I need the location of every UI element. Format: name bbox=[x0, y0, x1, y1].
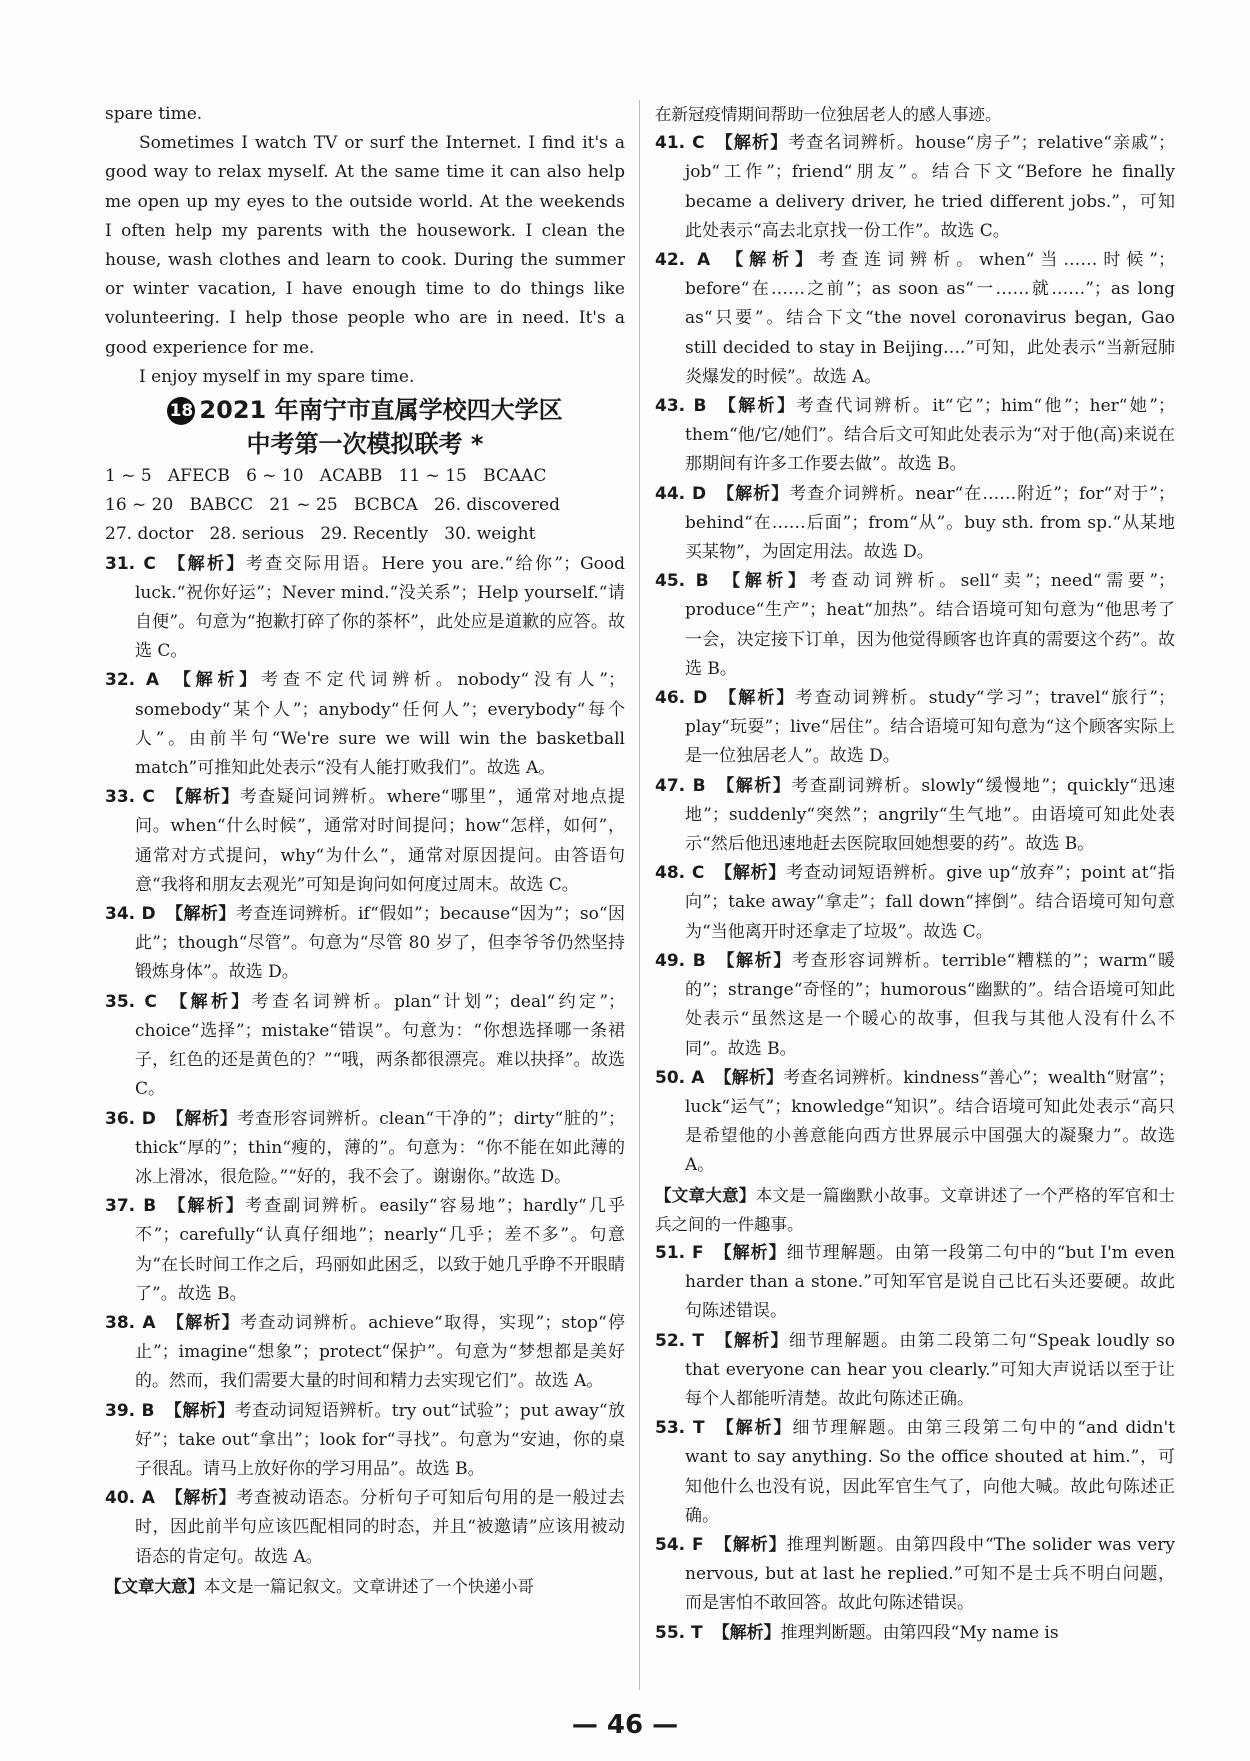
section-number-badge: 18 bbox=[167, 397, 195, 425]
explanation-item bbox=[105, 900, 625, 988]
item-text: 考查连词辨析。when“当……时候”；before“在……之前”；as soon as“一……就……”；as long as“只要”。结合下文“the novel coronavirus began, Gao still decided to stay in Beijing….”可知，此处表示“当新冠肺炎爆发的时候”。故选 A。 bbox=[685, 250, 1176, 387]
item-number: 51. F bbox=[655, 1242, 704, 1263]
item-number: 36. D bbox=[105, 1108, 156, 1129]
right-explanations bbox=[655, 129, 1175, 1180]
analysis-tag: 【解析】 bbox=[715, 950, 793, 971]
analysis-tag: 【解析】 bbox=[713, 1242, 787, 1263]
left-explanations bbox=[105, 550, 625, 1572]
item-number: 41. C bbox=[655, 133, 705, 154]
item-text: 考查被动语态。分析句子可知后句用的是一般过去时，因此前半句应该匹配相同的时态，并且“被邀请”应该用被动语态的肯定句。故选 A。 bbox=[135, 1488, 625, 1567]
item-text: 考查副词辨析。slowly“缓慢地”；quickly“迅速地”；suddenly“突然”；angrily“生气地”。由语境可知此处表示“然后他迅速地赶去医院取回她想要的药”。故选 B。 bbox=[685, 775, 1175, 855]
answer-keys bbox=[105, 462, 625, 550]
analysis-tag: 【解析】 bbox=[714, 1330, 790, 1351]
analysis-tag: 【解析】 bbox=[716, 396, 797, 417]
right-explanations-2 bbox=[655, 1239, 1175, 1648]
analysis-tag: 【解析】 bbox=[164, 1488, 237, 1509]
item-number: 40. A bbox=[105, 1488, 155, 1509]
item-number: 45. B bbox=[655, 571, 709, 592]
analysis-tag: 【解析】 bbox=[166, 1196, 246, 1217]
item-number: 43. B bbox=[655, 396, 707, 417]
intro-paragraph: Sometimes I watch TV or surf the Internet. I find it's a good way to relax myself. At the same time it can also help me open up my eyes to the outside world. At the weekends I often help my parents with the housework. I clean the house, wash clothes and learn to cook. During the summer or winter vacation, I have enough time to do things like volunteering. I help those people who are in need. It's a good experience for me. bbox=[105, 133, 625, 358]
explanation-item bbox=[655, 1619, 1175, 1648]
item-number: 54. F bbox=[655, 1534, 704, 1555]
explanation-item bbox=[655, 1414, 1175, 1531]
item-text: 考查名词辨析。house“房子”；relative“亲戚”；job“工作”；friend“朋友”。结合下文“Before he finally became a delivery driver, he tried different jobs.”，可知此处表示“高去北京找一份工作”。故选 C。 bbox=[685, 133, 1176, 241]
explanation-item bbox=[655, 1064, 1175, 1181]
section-title-line-2: 中考第一次模拟联考 * bbox=[246, 430, 484, 459]
item-text: 考查形容词辨析。clean“干净的”；dirty“脏的”；thick“厚的”；thin“瘦的，薄的”。句意为：“你不能在如此薄的冰上滑冰，很危险。”“好的，我不会了。谢谢你。”故选 D。 bbox=[135, 1108, 625, 1187]
analysis-tag: 【解析】 bbox=[165, 904, 236, 925]
analysis-tag: 【解析】 bbox=[716, 483, 790, 504]
item-text: 细节理解题。由第一段第二句中的“but I'm even harder than a stone.”可知军官是说自己比石头还要硬。故此句陈述错误。 bbox=[685, 1242, 1175, 1322]
intro-closing: I enjoy myself in my spare time. bbox=[139, 366, 415, 387]
item-text: 考查代词辨析。it“它”；him“他”；her“她”；them“他/它/她们”。结合后文可知此处表示为“对于他(高)来说在那期间有许多工作要去做”。故选 B。 bbox=[685, 396, 1176, 475]
explanation-item bbox=[105, 783, 625, 900]
item-number: 33. C bbox=[105, 787, 155, 808]
item-text: 考查交际用语。Here you are.“给你”；Good luck.“祝你好运”；Never mind.“没关系”；Help yourself.“请自便”。句意为“抱歉打碎了你的茶杯”，此处应是道歉的应答。故选 C。 bbox=[135, 553, 625, 662]
summary-label: 【文章大意】 bbox=[105, 1576, 204, 1596]
item-number: 31. C bbox=[105, 553, 156, 574]
explanation-item bbox=[655, 392, 1175, 480]
explanation-item bbox=[655, 684, 1175, 772]
explanation-item bbox=[105, 1309, 625, 1397]
answer-key-row: 27. doctor 28. serious 29. Recently 30. weight bbox=[105, 524, 536, 545]
explanation-item bbox=[655, 1239, 1175, 1327]
analysis-tag: 【解析】 bbox=[714, 1067, 784, 1088]
intro-line: spare time. bbox=[105, 104, 203, 124]
left-column bbox=[105, 100, 625, 1601]
answer-key-row: 1 ~ 5 AFECB 6 ~ 10 ACABB 11 ~ 15 BCAAC bbox=[105, 466, 547, 487]
item-text: 考查疑问词辨析。where“哪里”，通常对地点提问。when“什么时候”，通常对时间提问；how“怎样，如何”，通常对方式提问，why“为什么”，通常对原因提问。由答语句意“我将和朋友去观光”可知是询问如何度过周末。故选 C。 bbox=[135, 787, 625, 895]
explanation-item bbox=[105, 1192, 625, 1309]
analysis-tag: 【解析】 bbox=[715, 775, 792, 796]
explanation-item bbox=[655, 567, 1175, 684]
item-number: 39. B bbox=[105, 1400, 155, 1421]
item-text: 考查介词辨析。near“在……附近”；for“对于”；behind“在……后面”；from“从”。buy sth. from sp.“从某地买某物”，为固定用法。故选 D。 bbox=[685, 483, 1176, 563]
summary-paragraph bbox=[105, 1572, 625, 1601]
summary-paragraph-2 bbox=[655, 1181, 1175, 1239]
item-text: 推理判断题。由第四段“My name is bbox=[780, 1622, 1059, 1643]
analysis-tag: 【解析】 bbox=[714, 133, 789, 154]
item-number: 44. D bbox=[655, 483, 707, 504]
item-text: 考查不定代词辨析。nobody“没有人”；somebody“某个人”；anybody“任何人”；everybody“每个人”。由前半句“We're sure we will win the basketball match”可推知此处表示“没有人能打败我们”。故选 A。 bbox=[135, 670, 625, 779]
analysis-tag: 【解析】 bbox=[164, 787, 240, 808]
item-text: 考查连词辨析。if“假如”；because“因为”；so“因此”；though“尽管”。句意为“尽管 80 岁了，但李爷爷仍然坚持锻炼身体”。故选 D。 bbox=[135, 904, 625, 983]
analysis-tag: 【解析】 bbox=[165, 553, 246, 574]
item-number: 47. B bbox=[655, 775, 706, 796]
explanation-item bbox=[655, 246, 1175, 392]
explanation-item bbox=[105, 1105, 625, 1193]
summary-label-2: 【文章大意】 bbox=[655, 1185, 756, 1205]
item-number: 53. T bbox=[655, 1418, 705, 1439]
analysis-tag: 【解析】 bbox=[164, 1400, 235, 1421]
explanation-item bbox=[105, 988, 625, 1105]
item-text: 考查形容词辨析。terrible“糟糕的”；warm“暖的”；strange“奇怪的”；humorous“幽默的”。结合语境可知此处表示“虽然这是一个暖心的故事，但我与其他人没有什么不同”。故选 B。 bbox=[685, 950, 1176, 1059]
right-column bbox=[655, 100, 1175, 1648]
section-heading bbox=[105, 394, 625, 426]
item-text: 考查动词辨析。sell“卖”；need“需要”；produce“生产”；heat“加热”。结合语境可知句意为“他思考了一会，决定接下订单，因为他觉得顾客也许真的需要这个药”。故选 B。 bbox=[685, 571, 1176, 679]
item-number: 55. T bbox=[655, 1622, 703, 1643]
explanation-item bbox=[655, 947, 1175, 1064]
explanation-item bbox=[655, 480, 1175, 568]
explanation-item bbox=[105, 1484, 625, 1572]
item-text: 考查名词辨析。plan“计划”；deal“约定”；choice“选择”；mistake“错误”。句意为：“你想选择哪一条裙子，红色的还是黄色的？”“哦，两条都很漂亮。难以抉择”。故选 C。 bbox=[135, 991, 626, 1100]
analysis-tag: 【解析】 bbox=[169, 670, 262, 691]
explanation-item bbox=[655, 1531, 1175, 1619]
column-divider bbox=[639, 100, 640, 1690]
analysis-tag: 【解析】 bbox=[714, 1418, 793, 1439]
item-text: 推理判断题。由第四段中“The solider was very nervous, but at last he replied.”可知不是士兵不明白问题，而是害怕不敢回答。故此句陈述错误。 bbox=[685, 1534, 1175, 1614]
item-text: 考查副词辨析。easily“容易地”；hardly“几乎不”；carefully“认真仔细地”；nearly“几乎；差不多”。句意为“在长时间工作之后，玛丽如此困乏，以致于她几乎睁不开眼睛了”。故选 B。 bbox=[135, 1196, 626, 1304]
explanation-item bbox=[655, 859, 1175, 947]
item-number: 38. A bbox=[105, 1312, 156, 1333]
analysis-tag: 【解析】 bbox=[166, 991, 252, 1012]
section-title-line-1: 2021 年南宁市直属学校四大学区 bbox=[199, 396, 563, 425]
explanation-item bbox=[105, 1397, 625, 1485]
item-number: 50. A bbox=[655, 1067, 705, 1088]
item-number: 34. D bbox=[105, 904, 156, 925]
item-number: 46. D bbox=[655, 688, 708, 709]
item-number: 52. T bbox=[655, 1330, 705, 1351]
analysis-tag: 【解析】 bbox=[717, 688, 796, 709]
summary-text: 本文是一篇记叙文。文章讲述了一个快递小哥 bbox=[204, 1576, 534, 1596]
explanation-item bbox=[105, 666, 625, 783]
item-text: 考查动词辨析。achieve“取得，实现”；stop“停止”；imagine“想象”；protect“保护”。句意为“梦想都是美好的。然而，我们需要大量的时间和精力去实现它们”。故选 A。 bbox=[135, 1312, 626, 1392]
item-number: 42. A bbox=[655, 250, 711, 271]
analysis-tag: 【解析】 bbox=[713, 1534, 787, 1555]
summary-continuation: 在新冠疫情期间帮助一位独居老人的感人事迹。 bbox=[655, 105, 1002, 124]
analysis-tag: 【解析】 bbox=[720, 250, 819, 271]
explanation-item bbox=[105, 550, 625, 667]
explanation-item bbox=[655, 772, 1175, 860]
explanation-item bbox=[655, 1327, 1175, 1415]
analysis-tag: 【解析】 bbox=[714, 863, 787, 884]
explanation-item bbox=[655, 129, 1175, 246]
analysis-tag: 【解析】 bbox=[165, 1312, 241, 1333]
item-number: 49. B bbox=[655, 950, 706, 971]
analysis-tag: 【解析】 bbox=[165, 1108, 238, 1129]
item-text: 细节理解题。由第三段第二句中的“and didn't want to say anything. So the office shouted at him.”，可知他什么也没有说，因此军官生气了，向他大喊。故此句陈述正确。 bbox=[685, 1418, 1176, 1526]
summary-text-2: 本文是一篇幽默小故事。文章讲述了一个严格的军官和士兵之间的一件趣事。 bbox=[655, 1185, 1176, 1234]
item-number: 35. C bbox=[105, 991, 157, 1012]
item-text: 考查名词辨析。kindness“善心”；wealth“财富”；luck“运气”；knowledge“知识”。结合语境可知此处表示“高只是希望他的小善意能向西方世界展示中国强大的凝聚力”。故选 A。 bbox=[685, 1067, 1176, 1176]
analysis-tag: 【解析】 bbox=[718, 571, 810, 592]
item-text: 考查动词短语辨析。try out“试验”；put away“放好”；take out“拿出”；look for“寻找”。句意为“安迪，你的桌子很乱。请马上放好你的学习用品”。故选 B。 bbox=[135, 1400, 626, 1479]
item-number: 32. A bbox=[105, 670, 160, 691]
item-number: 37. B bbox=[105, 1196, 157, 1217]
page-number: — 46 — bbox=[571, 1710, 679, 1740]
item-text: 考查动词辨析。study“学习”；travel“旅行”；play“玩耍”；live“居住”。结合语境可知句意为“这个顾客实际上是一位独居老人”。故选 D。 bbox=[685, 688, 1175, 767]
item-text: 考查动词短语辨析。give up“放弃”；point at“指向”；take away“拿走”；fall down“摔倒”。结合语境可知句意为“当他离开时还拿走了垃圾”。故选 C。 bbox=[685, 863, 1176, 942]
answer-key-row: 16 ~ 20 BABCC 21 ~ 25 BCBCA 26. discovered bbox=[105, 495, 560, 516]
section-heading-2 bbox=[105, 428, 625, 460]
analysis-tag: 【解析】 bbox=[712, 1622, 781, 1643]
item-number: 48. C bbox=[655, 863, 705, 884]
item-text: 细节理解题。由第二段第二句“Speak loudly so that everyone can hear you clearly.”可知大声说话以至于让每个人都能听清楚。故此句陈述正确。 bbox=[685, 1330, 1175, 1409]
